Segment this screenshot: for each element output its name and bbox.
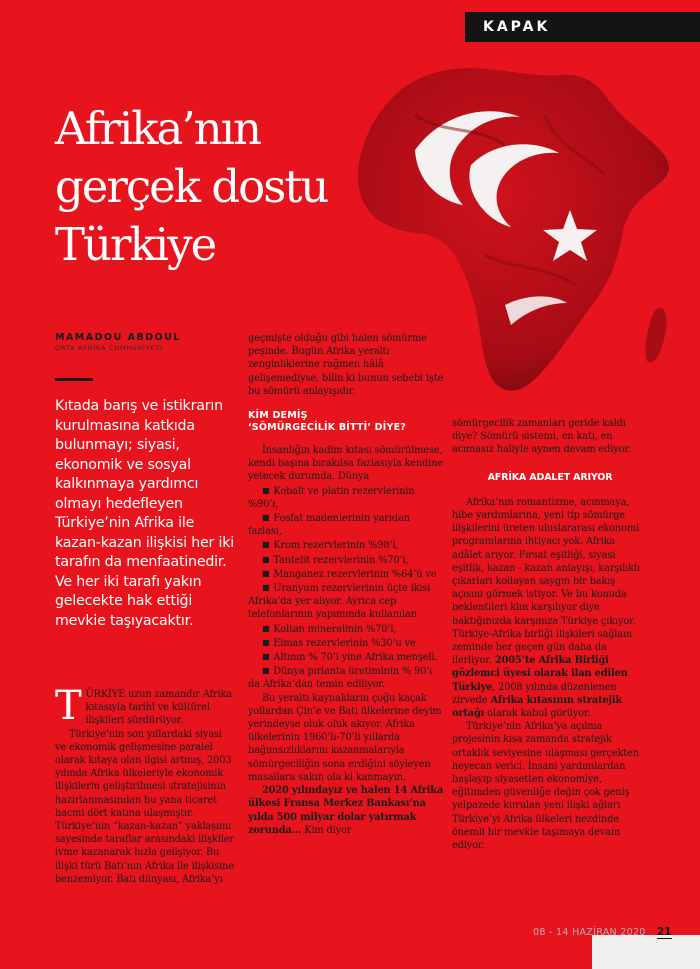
author-role: ORTA AFRİKA CUMHURİYETİ bbox=[55, 344, 163, 352]
col1-paragraph-1: ÜRKİYE uzun zamandır Afrika kıtasıyla tarihî ve kültürel ilişkileri sürdürüyor. bbox=[85, 689, 233, 727]
title-line-2: gerçek dostu bbox=[55, 160, 328, 213]
page-number: 21 bbox=[657, 926, 672, 938]
article-title bbox=[55, 100, 327, 274]
list-item: ■ Koltan mineralinin %70’i, bbox=[248, 622, 445, 636]
list-item: ■ Dünya pırlanta üretiminin % 90’ı da Afrika’dan temin ediliyor. bbox=[248, 664, 445, 691]
col2-paragraph-1: geçmişte olduğu gibi halen sömürme peşinde. Bugün Afrika yeraltı zenginliklerine rağmen hâlâ gelişemediyse, bilin ki bunun sebebi işte bu sömürü anlayışıdır. bbox=[248, 333, 444, 397]
footer-date: 08 - 14 HAZİRAN 2020 bbox=[533, 927, 646, 938]
col2-paragraph-2: İnsanlığın kadim kıtası sömürülmese, kendi başına bırakılsa fazlasıyla kendine yetecek durumda. Dünya bbox=[248, 445, 444, 483]
col1-paragraph-2: Türkiye’nin son yıllardaki siyasi ve ekonomik gelişmesine paralel olarak kıtaya olan ilgisi artmış, 2003 yılında Afrika ülkeleriyle ekonomik ilişkilerin geliştirilmesi stratejisinin hazırlanmasından bu yana ticaret hacmi dört katına ulaşmıştır. Türkiye’nin “kazan-kazan” yaklaşımı sayesinde taraflar arasındaki ilişkiler ivme kazanarak hızla gelişiyor. Bu ilişki türü Batı’nın Afrika ile ilişkisine benzemiyor. Batı dünyası, Afrika’yı bbox=[55, 728, 234, 885]
list-item: ■ Tantelit rezervlerinin %70’i, bbox=[248, 553, 445, 567]
list-item: ■ Elmas rezervlerinin %30’u ve bbox=[248, 636, 445, 650]
list-item: ■ Fosfat madenlerinin yarıdan fazlası, bbox=[248, 511, 445, 538]
subheading-kim-demis bbox=[248, 410, 445, 434]
col2-bold-statement: 2020 yılındayız ve halen 14 Afrika ülkesi Fransa Merkez Bankası’na yılda 500 milyar dolar yatırmak zorunda… bbox=[248, 785, 444, 836]
col3-paragraph-1: sömürgecilik zamanları geride kaldı diye? Sömürü sistemi, en katı, en acımasız haliyle aynen devam ediyor. bbox=[452, 418, 631, 456]
title-line-3: Türkiye bbox=[55, 218, 216, 271]
lead-paragraph: Kıtada barış ve istikrarın kurulmasına katkıda bulunmayı; siyasi, ekonomik ve sosyal kalkınmaya yardımcı olmayı hedefleyen Türkiye’nin Afrika ile kazan-kazan ilişkisi her iki tarafın da menfaatinedir. Ve her iki tarafı yakın gelecekte hak ettiği mevkie taşıyacaktır. bbox=[55, 398, 234, 629]
col3-text-2: olarak kabul görüyor. bbox=[484, 708, 591, 720]
body-column-1 bbox=[55, 683, 235, 886]
page-corner bbox=[592, 935, 700, 969]
drop-cap: T bbox=[55, 683, 82, 729]
list-item: ■ Uranyum rezervlerinin üçte ikisi Afrika’da yer alıyor. Ayrıca cep telefonlarının yapımında kullanılan bbox=[248, 581, 445, 622]
list-item: ■ Altının % 70’i yine Afrika menşeli. bbox=[248, 650, 445, 664]
subheading-afrika-adalet: AFRİKA ADALET ARIYOR bbox=[487, 471, 613, 483]
col3-bold-1: 2005’te Afrika Birliği gözlemci üyesi olarak ilan edilen Türkiye bbox=[452, 655, 628, 693]
divider-rule bbox=[55, 378, 93, 381]
list-item: ■ Krom rezervlerinin %98’i, bbox=[248, 538, 445, 552]
col3-paragraph-2: Afrika’nın romantizme, acınmaya, hibe yardımlarına, yeni tip sömürge ilişkilerini üreten uluslararası ekonomi programlarına ihtiyacı yok. Afrika adâlet arıyor. Fırsat eşitliği, siyasi eşitlik, kazan - kazan anlayışı, karşılıklı çıkarları kollayan saygın bir bakış açısını görmek istiyor. Ve bu konuda beklentileri kim karşılıyor diye baktığınızda karşınıza Türkiye çıkıyor. Türkiye-Afrika birliği ilişkileri sağlam zeminde her geçen gün daha da ilerliyor. bbox=[452, 496, 640, 667]
title-line-1: Afrika’nın bbox=[55, 102, 261, 155]
author-name: MAMADOU ABDOUL bbox=[55, 332, 181, 343]
resource-list bbox=[248, 484, 445, 692]
body-column-3 bbox=[452, 417, 648, 852]
section-label: KAPAK bbox=[465, 12, 700, 42]
col3-paragraph-3: Türkiye’nin Afrika’ya açılma projesinin kısa zamanda stratejik ortaklık seviyesine ulaşması gerçekten heyecan verici. İnsani yardımlardan başlayıp siyasetten ekonomiye, eğitimden güvenliğe değin çok geniş yelpazede kurulan yeni ilişki ağları Türkiye’yi Afrika ülkeleri nezdinde önemli bir mevkie taşımaya devam ediyor. bbox=[452, 721, 639, 852]
subheading-line-2: ‘SÖMÜRGECİLİK BİTTİ’ DİYE? bbox=[248, 422, 406, 434]
body-column-2 bbox=[248, 332, 445, 837]
author-block bbox=[55, 332, 181, 352]
list-item: ■ Kobalt ve platin rezervlerinin %90’ı, bbox=[248, 484, 445, 511]
list-item: ■ Manganez rezervlerinin %64’ü ve bbox=[248, 567, 445, 581]
col3-bold-2: Afrika kıtasının stratejik ortağı bbox=[452, 694, 623, 720]
subheading-line-1: KİM DEMİŞ bbox=[248, 410, 308, 422]
col2-paragraph-4: Kim diyor bbox=[301, 824, 352, 836]
col2-paragraph-3: Bu yeraltı kaynakların çoğu kaçak yollardan Çin’e ve Batı ülkelerine deyim yerindeyse oluk oluk akıyor. Afrika ülkelerinin 1960’lı-70’li yıllarda bağımsızlıklarını kazanmalarıyla sömürgeciliğin sona erdiğini söyleyen masallara sakın ola ki kanmayın. bbox=[248, 692, 442, 783]
col3-text-1: , 2008 yılında düzenlenen zirvede bbox=[452, 681, 617, 706]
